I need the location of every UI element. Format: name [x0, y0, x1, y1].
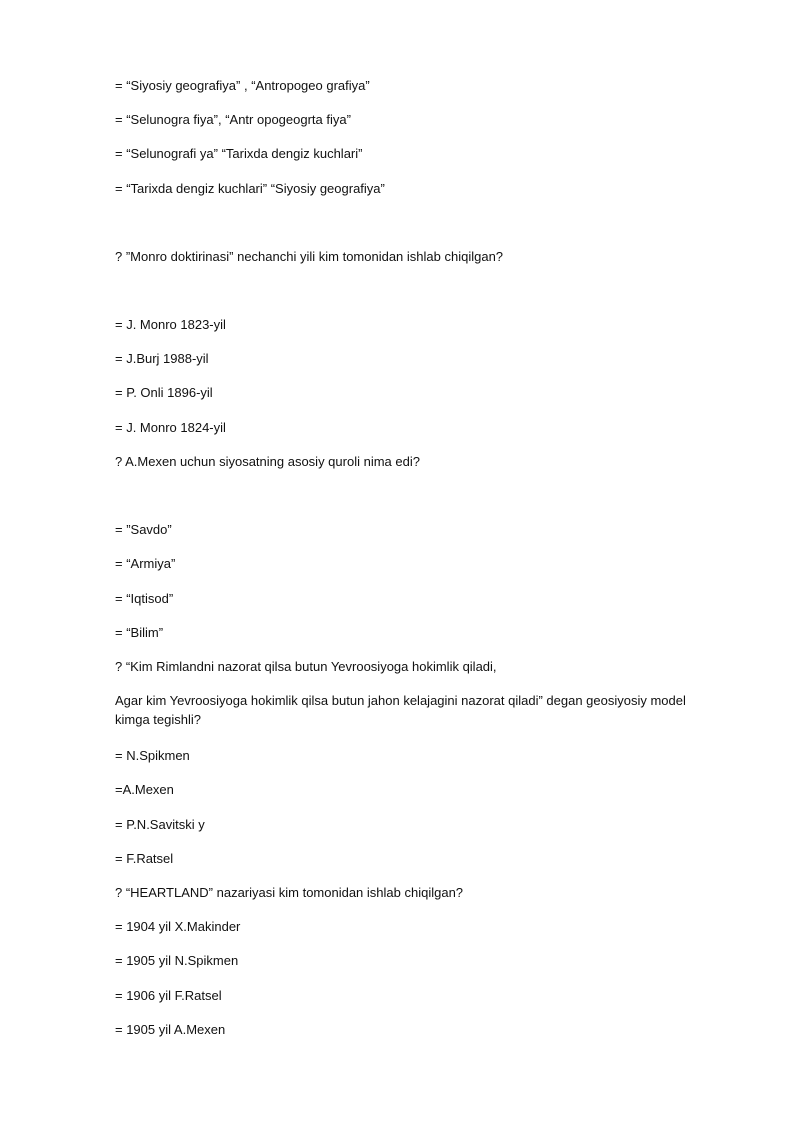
question: ? ”Monro doktirinasi” nechanchi yili kim tomonidan ishlab chiqilgan?	[115, 249, 504, 264]
answer-option: = “Iqtisod”	[115, 591, 174, 606]
answer-option: = “Bilim”	[115, 625, 164, 640]
answer-option: = P.N.Savitski y	[115, 817, 205, 832]
answer-option: = 1905 yil N.Spikmen	[115, 953, 239, 968]
answer-option: = ”Savdo”	[115, 522, 172, 537]
question: ? “Kim Rimlandni nazorat qilsa butun Yevroosiyoga hokimlik qiladi,	[115, 659, 497, 674]
answer-option: = 1905 yil A.Mexen	[115, 1022, 226, 1037]
answer-option: =A.Mexen	[115, 782, 174, 797]
answer-option: = J. Monro 1824-yil	[115, 420, 226, 435]
answer-option: = “Tarixda dengiz kuchlari” “Siyosiy geografiya”	[115, 181, 385, 196]
answer-option: = F.Ratsel	[115, 851, 174, 866]
answer-option: = N.Spikmen	[115, 748, 190, 763]
answer-option: = “Selunografi ya” “Tarixda dengiz kuchlari”	[115, 146, 363, 161]
question: ? A.Mexen uchun siyosatning asosiy quroli nima edi?	[115, 454, 420, 469]
question-continued: Agar kim Yevroosiyoga hokimlik qilsa butun jahon kelajagini nazorat qiladi” degan geosiyosiy model kimga tegishli?	[115, 693, 686, 727]
answer-option: = “Armiya”	[115, 556, 176, 571]
answer-option: = J. Monro 1823-yil	[115, 317, 226, 332]
answer-option: = P. Onli 1896-yil	[115, 385, 213, 400]
answer-option: = “Selunogra fiya”, “Antr opogeogrta fiya”	[115, 112, 351, 127]
answer-option: = 1906 yil F.Ratsel	[115, 988, 222, 1003]
answer-option: = J.Burj 1988-yil	[115, 351, 209, 366]
question: ? “HEARTLAND” nazariyasi kim tomonidan ishlab chiqilgan?	[115, 885, 464, 900]
answer-option: = “Siyosiy geografiya” , “Antropogeo grafiya”	[115, 78, 370, 93]
answer-option: = 1904 yil X.Makinder	[115, 919, 241, 934]
